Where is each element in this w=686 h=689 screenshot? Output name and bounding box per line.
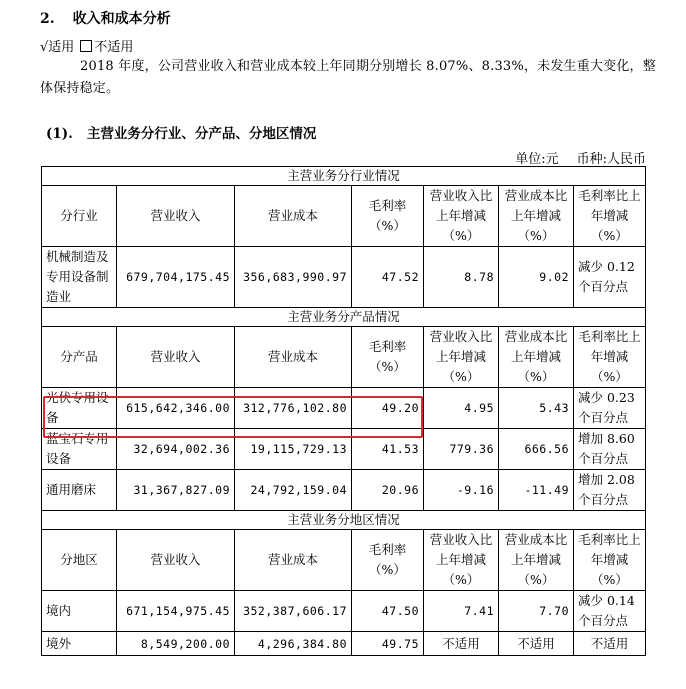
summary-paragraph: 2018 年度，公司营业收入和营业成本较上年同期分别增长 8.07%、8.33%，未发生重大变化，整体保持稳定。 [40,59,656,96]
row-label: 机械制造及专用设备制造业 [42,247,117,308]
column-header-row [42,186,646,247]
column-header: 营业成本 [235,186,352,247]
row-label: 境内 [42,591,117,632]
cost-cell: 19,115,729.13 [235,429,352,470]
margin-cell: 41.53 [352,429,424,470]
column-header: 营业收入 [117,530,235,591]
column-header: 营业收入 [117,186,235,247]
cost-change-cell: 9.02 [499,247,574,308]
checkmark-icon: √ [40,40,49,55]
cost-cell: 356,683,990.97 [235,247,352,308]
row-label: 光伏专用设备 [42,388,117,429]
margin-change-cell: 减少 0.23 个百分点 [574,388,646,429]
column-header: 营业收入 [117,327,235,388]
margin-cell: 20.96 [352,470,424,511]
cost-change-cell: -11.49 [499,470,574,511]
unit-label: 单位:元 [515,152,559,167]
revenue-cell: 31,367,827.09 [117,470,235,511]
section-heading [40,8,171,28]
revenue-change-cell: 4.95 [424,388,499,429]
cost-change-cell: 不适用 [499,632,574,656]
subsection-heading [46,122,316,142]
table-row [42,632,646,656]
not-applicable-label: 不适用 [94,40,134,55]
table-row [42,470,646,511]
section-title-cell: 主营业务分地区情况 [42,511,646,530]
row-label: 通用磨床 [42,470,117,511]
column-header-row [42,327,646,388]
column-header: 分行业 [42,186,117,247]
table-row [42,429,646,470]
checkbox-icon [80,40,92,52]
cost-cell: 4,296,384.80 [235,632,352,656]
column-header: 营业收入比上年增减（%） [424,327,499,388]
table-row [42,388,646,429]
subsection-number: (1). [46,126,73,142]
section-title-cell: 主营业务分产品情况 [42,308,646,327]
section-number: 2. [40,11,55,27]
revenue-cell: 8,549,200.00 [117,632,235,656]
column-header: 毛利率比上年增减（%） [574,327,646,388]
table-row [42,591,646,632]
cost-change-cell: 7.70 [499,591,574,632]
revenue-change-cell: -9.16 [424,470,499,511]
section-title: 收入和成本分析 [72,11,171,27]
column-header: 营业成本比上年增减（%） [499,530,574,591]
revenue-cell: 32,694,002.36 [117,429,235,470]
margin-cell: 49.75 [352,632,424,656]
applicable-label: 适用 [48,40,75,55]
revenue-cell: 615,642,346.00 [117,388,235,429]
margin-change-cell: 减少 0.12 个百分点 [574,247,646,308]
revenue-cost-table [41,166,646,656]
column-header: 营业成本 [235,530,352,591]
section-title-row [42,167,646,186]
column-header: 营业成本比上年增减（%） [499,186,574,247]
column-header: 毛利率（%） [352,530,424,591]
cost-cell: 312,776,102.80 [235,388,352,429]
margin-change-cell: 减少 0.14 个百分点 [574,591,646,632]
unit-line [515,148,646,167]
column-header: 营业收入比上年增减（%） [424,186,499,247]
section-title-row [42,308,646,327]
row-label: 境外 [42,632,117,656]
column-header: 分产品 [42,327,117,388]
revenue-change-cell: 不适用 [424,632,499,656]
margin-change-cell: 增加 2.08 个百分点 [574,470,646,511]
revenue-cell: 679,704,175.45 [117,247,235,308]
revenue-change-cell: 7.41 [424,591,499,632]
cost-change-cell: 666.56 [499,429,574,470]
column-header: 毛利率（%） [352,186,424,247]
margin-change-cell: 增加 8.60 个百分点 [574,429,646,470]
column-header: 营业收入比上年增减（%） [424,530,499,591]
cost-cell: 352,387,606.17 [235,591,352,632]
revenue-change-cell: 8.78 [424,247,499,308]
section-title-cell: 主营业务分行业情况 [42,167,646,186]
revenue-change-cell: 779.36 [424,429,499,470]
margin-change-cell: 不适用 [574,632,646,656]
column-header-row [42,530,646,591]
table-row [42,247,646,308]
column-header: 毛利率比上年增减（%） [574,530,646,591]
margin-cell: 47.50 [352,591,424,632]
column-header: 毛利率（%） [352,327,424,388]
margin-cell: 49.20 [352,388,424,429]
revenue-cell: 671,154,975.45 [117,591,235,632]
column-header: 营业成本 [235,327,352,388]
row-label: 蓝宝石专用设备 [42,429,117,470]
section-title-row [42,511,646,530]
column-header: 分地区 [42,530,117,591]
cost-change-cell: 5.43 [499,388,574,429]
currency-label: 币种:人民币 [576,152,646,167]
applicability-line [40,36,133,55]
margin-cell: 47.52 [352,247,424,308]
column-header: 毛利率比上年增减（%） [574,186,646,247]
cost-cell: 24,792,159.04 [235,470,352,511]
column-header: 营业成本比上年增减（%） [499,327,574,388]
subsection-title: 主营业务分行业、分产品、分地区情况 [86,126,317,142]
